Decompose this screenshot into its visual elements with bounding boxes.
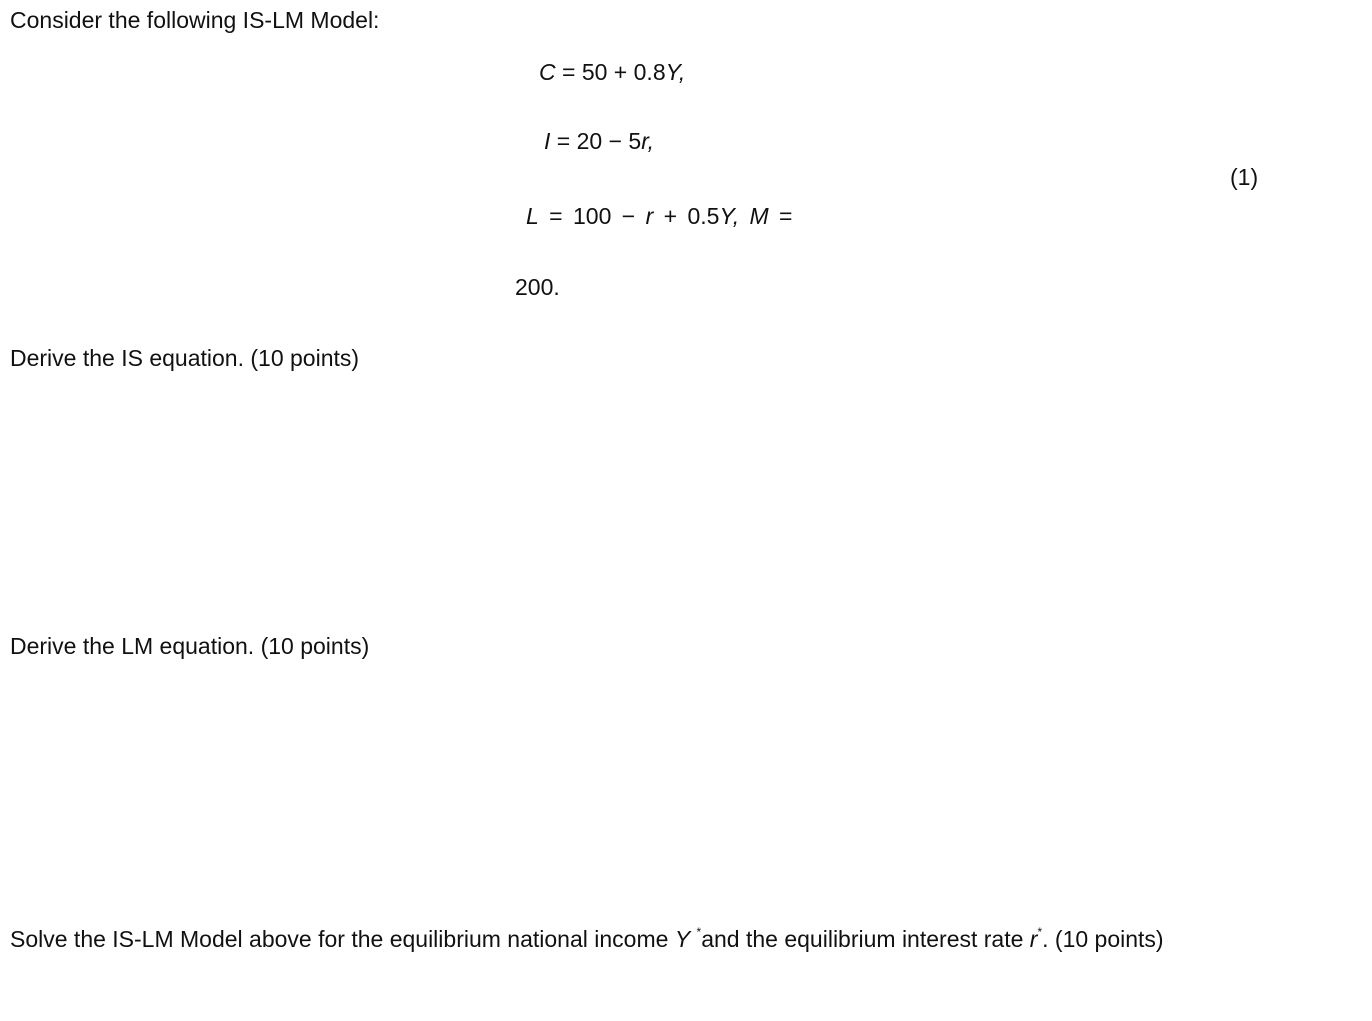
q3-star-r: * [1037,925,1043,939]
question-is: Derive the IS equation. (10 points) [10,345,360,371]
q3-part3: . (10 points) [1042,926,1164,952]
question-lm: Derive the LM equation. (10 points) [10,633,370,659]
var-r: r [641,128,648,154]
var-i: I [544,128,551,154]
var-y2: Y [719,203,733,229]
equation-number: (1) [1230,164,1259,190]
eq-c-rhs: = 50 + 0.8 [555,59,666,85]
var-r2: r [645,203,654,229]
money-supply-value: 200. [515,274,560,300]
question-equilibrium [10,925,1164,952]
eq-l-rhs2: + 0.5 [653,203,720,229]
q3-part1: Solve the IS-LM Model above for the equilibrium national income [10,926,675,952]
eq-l-rhs1: = 100 − [538,203,646,229]
eq-i-rhs: = 20 − 5 [550,128,642,154]
var-l: L [526,203,539,229]
var-y: Y [665,59,679,85]
eq-c-end: , [678,59,686,85]
q3-star-y: * [696,925,702,939]
q3-part2: and the equilibrium interest rate [701,926,1030,952]
q3-var-r: r [1029,926,1038,952]
q3-var-y: Y [674,926,691,952]
equation-consumption [539,61,685,84]
eq-l-end: = [768,203,793,229]
var-m: M [749,203,769,229]
equation-money [526,205,792,228]
eq-i-end: , [647,128,654,154]
intro-text: Consider the following IS-LM Model: [10,7,380,33]
equation-investment [544,130,654,153]
var-c: C [539,59,556,85]
eq-l-sep: , [732,203,750,229]
